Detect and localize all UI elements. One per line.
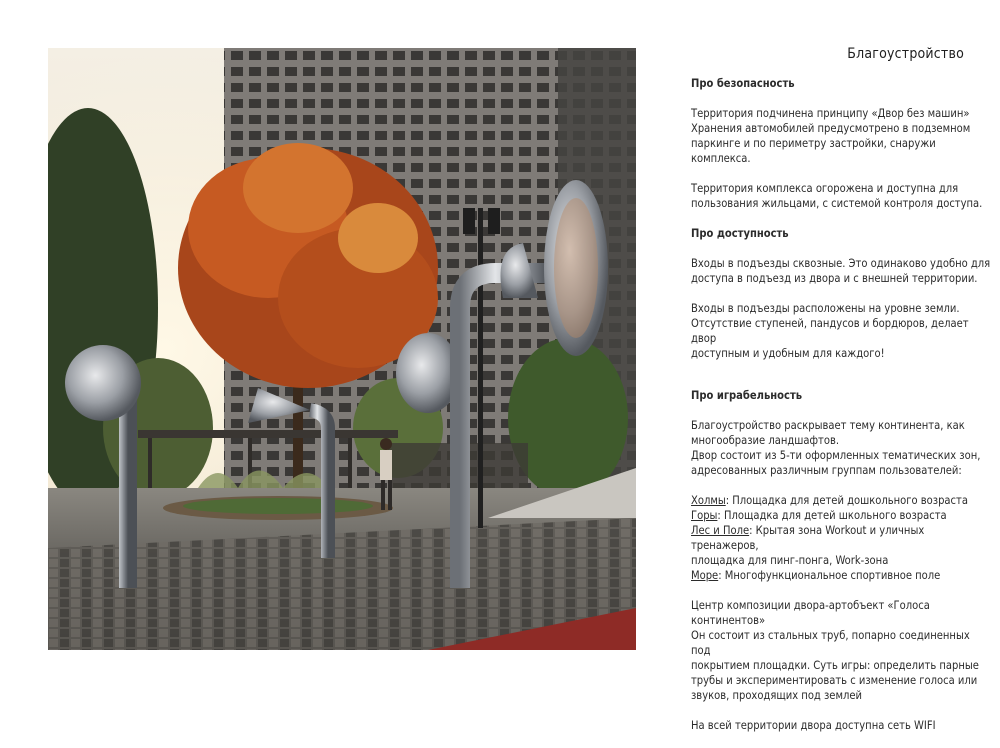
zone-desc: : Крытая зона Workout и уличных тренажеров, площадка для пинг-понга, Work-зона bbox=[691, 524, 925, 567]
accessibility-paragraph-2: Входы в подъезды расположены на уровне земли. Отсутствие ступеней, пандусов и бордюров, делает двор доступным и удобным для каждого! bbox=[691, 302, 969, 360]
courtyard-render-svg bbox=[48, 48, 636, 650]
safety-paragraph-2: Территория комплекса огорожена и доступна для пользования жильцами, с системой контроля доступа. bbox=[691, 182, 983, 210]
wifi-note: На всей территории двора доступна сеть WIFI bbox=[691, 719, 936, 732]
zone-item bbox=[691, 508, 991, 523]
accessibility-paragraph-1: Входы в подъезды сквозные. Это одинаково удобно для доступа в подъезд из двора и с внешней территории. bbox=[691, 257, 991, 285]
text-column bbox=[691, 46, 991, 748]
zone-name: Холмы bbox=[691, 494, 726, 507]
zone-item bbox=[691, 568, 991, 583]
section-heading-safety: Про безопасность bbox=[691, 77, 795, 90]
zone-desc: : Площадка для детей дошкольного возраста bbox=[725, 494, 968, 507]
playability-intro: Благоустройство раскрывает тему континента, как многообразие ландшафтов. Двор состоит из 5-ти оформленных тематических зон, адресованных различным группам пользователей: bbox=[691, 419, 981, 477]
zones-list bbox=[691, 493, 991, 583]
zone-item bbox=[691, 523, 991, 568]
zone-desc: : Площадка для детей школьного возраста bbox=[717, 509, 947, 522]
art-object-paragraph: Центр композиции двора-артобъект «Голоса континентов» Он состоит из стальных труб, попарно соединенных под покрытием площадки. Суть игры: определить парные трубы и экспериментировать с изменение голоса или звуков, проходящих под землей bbox=[691, 599, 979, 702]
section-heading-playability: Про играбельность bbox=[691, 389, 803, 402]
zone-item bbox=[691, 493, 991, 508]
safety-paragraph-1: Территория подчинена принципу «Двор без машин» Хранения автомобилей предусмотрено в подземном паркинге и по периметру застройки, снаружи комплекса. bbox=[691, 107, 971, 165]
zone-name: Море bbox=[691, 569, 719, 582]
page-title: Благоустройство bbox=[847, 46, 964, 62]
zone-name: Горы bbox=[691, 509, 718, 522]
courtyard-render-image bbox=[48, 48, 636, 650]
zone-name: Лес и Поле bbox=[691, 524, 750, 537]
zone-desc: : Многофункциональное спортивное поле bbox=[718, 569, 941, 582]
pipe-bell-left bbox=[65, 345, 141, 421]
section-heading-accessibility: Про доступность bbox=[691, 227, 789, 240]
